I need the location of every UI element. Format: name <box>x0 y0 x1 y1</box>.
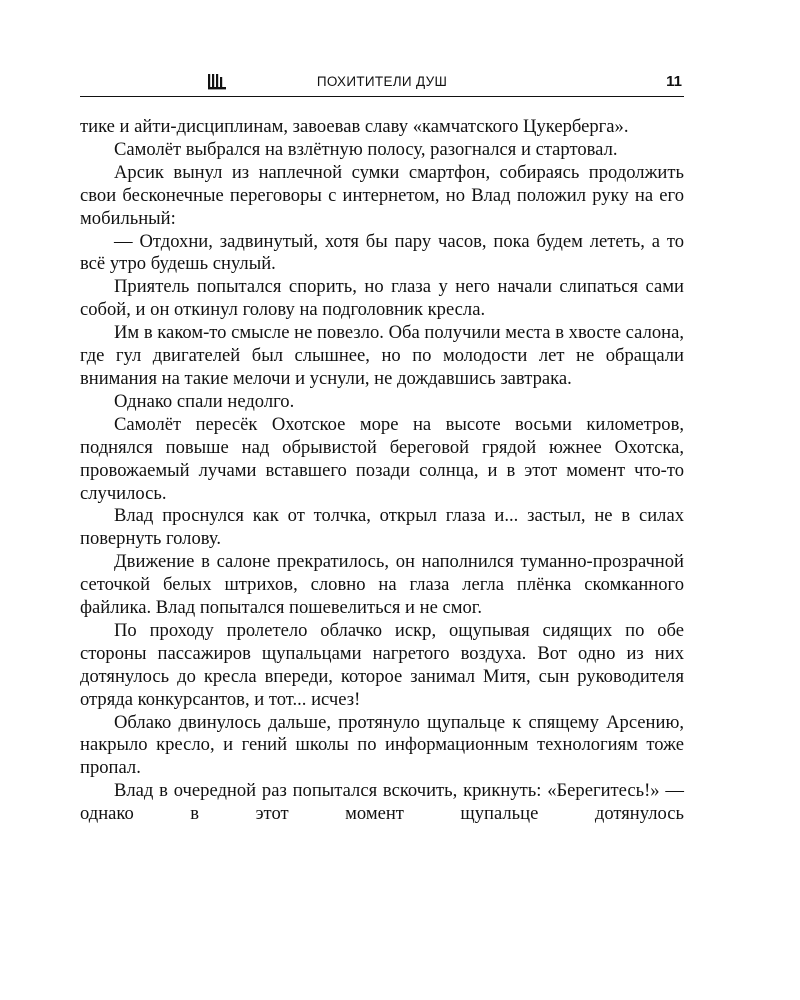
paragraph: Движение в салоне прекратилось, он наполнился туманно-прозрачной сеточкой белых штрихов, словно на глаза легла плёнка скомканного файлика. Влад попытался пошевелиться и не смог. <box>80 551 684 619</box>
paragraph: Влад в очередной раз попытался вскочить, крикнуть: «Берегитесь!» — однако в этот момент щупальце дотянулось <box>80 780 684 825</box>
paragraph: Самолёт пересёк Охотское море на высоте восьми километров, поднялся повыше над обрывистой береговой грядой южнее Охотска, провожаемый лучами вставшего позади солнца, и в этот момент что-то случилось. <box>80 413 684 504</box>
paragraph: Самолёт выбрался на взлётную полосу, разогнался и стартовал. <box>114 138 618 160</box>
paragraph: Однако спали недолго. <box>114 390 295 412</box>
paragraph: Арсик вынул из наплечной сумки смартфон, собираясь продолжить свои бесконечные переговоры с интернетом, но Влад положил руку на его мобильный: <box>80 161 684 229</box>
paragraph: По проходу пролетело облачко искр, ощупывая сидящих по обе стороны пассажиров щупальцами нагретого воздуха. Вот одно из них дотянулось до кресла впереди, которое занимал Митя, сын руководителя отряда конкурсантов, и тот... исчез! <box>80 619 684 710</box>
page-number: 11 <box>666 73 682 90</box>
paragraph: Приятель попытался спорить, но глаза у него начали слипаться сами собой, и он откинул голову на подголовник кресла. <box>80 276 684 321</box>
paragraph: — Отдохни, задвинутый, хотя бы пару часов, пока будем лететь, а то всё утро будешь снулый. <box>80 230 684 275</box>
paragraph: Влад проснулся как от толчка, открыл глаза и... застыл, не в силах повернуть голову. <box>80 505 684 550</box>
running-header <box>80 70 684 97</box>
paragraph: тике и айти-дисциплинам, завоевав славу «камчатского Цукерберга». <box>80 116 629 137</box>
paragraph: Им в каком-то смысле не повезло. Оба получили места в хвосте салона, где гул двигателей был слышнее, но по молодости лет не обращали внимания на такие мелочи и уснули, не дождавшись завтрака. <box>80 322 684 389</box>
paragraph: Облако двинулось дальше, протянуло щупальце к спящему Арсению, накрыло кресло, и гений школы по информационным технологиям тоже пропал. <box>80 711 684 779</box>
body-text <box>80 116 684 826</box>
running-title: ПОХИТИТЕЛИ ДУШ <box>316 74 448 89</box>
